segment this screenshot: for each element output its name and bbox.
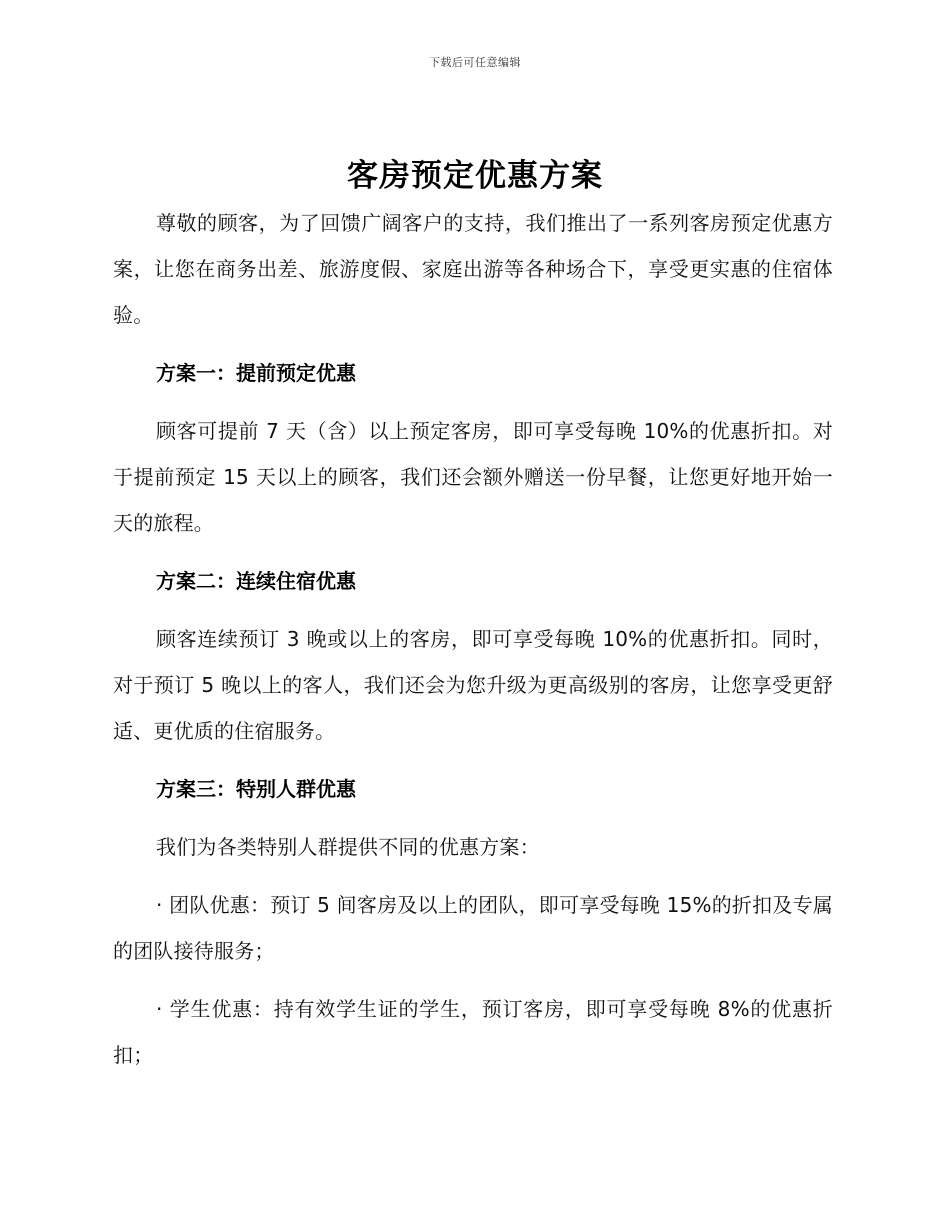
document-body [113, 200, 833, 1090]
plan3-heading: 方案三：特别人群优惠 [156, 777, 356, 801]
plan3-list-item-student: · 学生优惠：持有效学生证的学生，预订客房，即可享受每晚 8%的优惠折扣； [113, 997, 833, 1067]
plan2-heading: 方案二：连续住宿优惠 [156, 569, 356, 593]
intro-paragraph: 尊敬的顾客，为了回馈广阔客户的支持，我们推出了一系列客房预定优惠方案，让您在商务出差、旅游度假、家庭出游等各种场合下，享受更实惠的住宿体验。 [113, 211, 833, 327]
plan3-list-item-group: · 团队优惠：预订 5 间客房及以上的团队，即可享受每晚 15%的折扣及专属的团队接待服务； [113, 893, 833, 963]
document-title: 客房预定优惠方案 [347, 158, 603, 194]
plan1-heading: 方案一：提前预定优惠 [156, 361, 356, 385]
plan3-intro-paragraph: 我们为各类特别人群提供不同的优惠方案： [156, 835, 540, 859]
plan2-paragraph: 顾客连续预订 3 晚或以上的客房，即可享受每晚 10%的优惠折扣。同时，对于预订 5 晚以上的客人，我们还会为您升级为更高级别的客房，让您享受更舒适、更优质的住宿服务。 [113, 627, 833, 743]
header-note: 下载后可任意编辑 [429, 56, 521, 69]
plan1-paragraph: 顾客可提前 7 天（含）以上预定客房，即可享受每晚 10%的优惠折扣。对于提前预定 15 天以上的顾客，我们还会额外赠送一份早餐，让您更好地开始一天的旅程。 [113, 419, 833, 535]
